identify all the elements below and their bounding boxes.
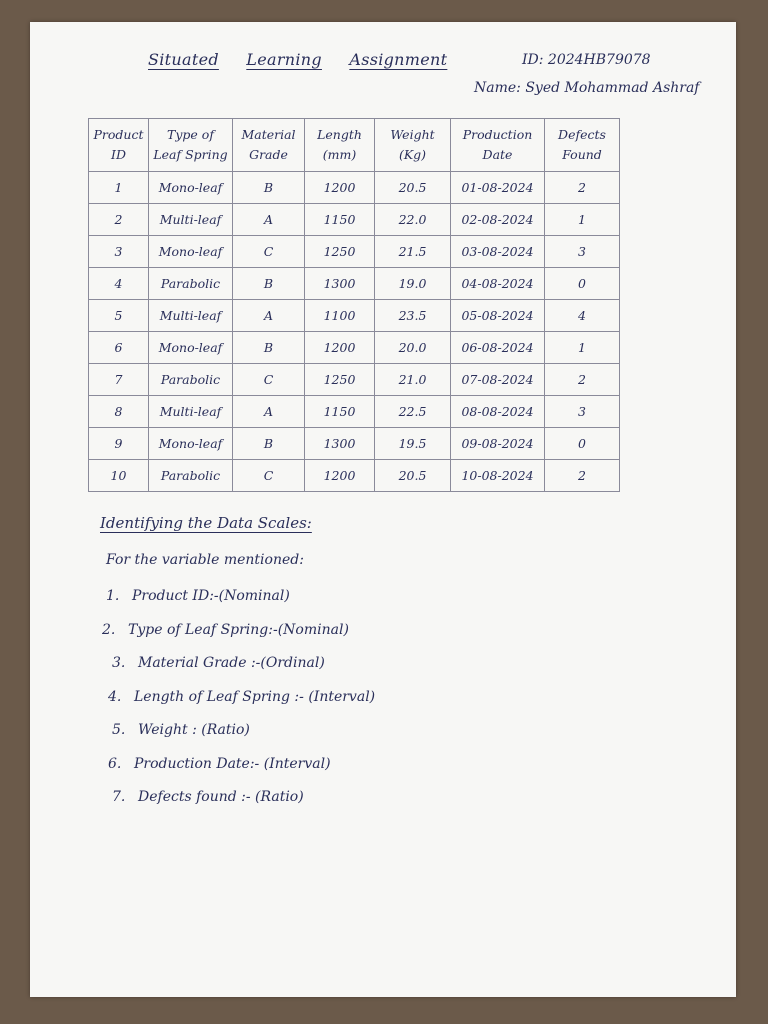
list-item-text: Production Date:- (Interval) <box>134 755 331 772</box>
table-cell: 1300 <box>305 268 375 300</box>
table-row <box>89 172 620 204</box>
table-cell: 09-08-2024 <box>451 428 545 460</box>
table-body <box>89 172 620 492</box>
table-cell: Mono-leaf <box>149 332 233 364</box>
section-intro: For the variable mentioned: <box>106 552 304 568</box>
table-cell: 19.0 <box>375 268 451 300</box>
list-item <box>102 785 375 819</box>
table-cell: A <box>233 396 305 428</box>
table-cell: Multi-leaf <box>149 396 233 428</box>
table-cell: 1200 <box>305 460 375 492</box>
table-row <box>89 300 620 332</box>
table-cell: C <box>233 460 305 492</box>
list-item-number: 3. <box>112 655 126 671</box>
list-item-text: Defects found :- (Ratio) <box>138 789 304 805</box>
table-cell: 2 <box>545 364 620 396</box>
assignment-title <box>148 50 469 69</box>
data-scales-list <box>102 584 375 819</box>
table-cell: Mono-leaf <box>149 172 233 204</box>
list-item-number: 5. <box>112 722 126 738</box>
leaf-spring-data-table <box>88 118 620 492</box>
table-cell: 22.5 <box>375 396 451 428</box>
table-cell: 08-08-2024 <box>451 396 545 428</box>
table-row <box>89 428 620 460</box>
student-name: Name: Syed Mohammad Ashraf <box>474 80 700 96</box>
student-id: ID: 2024HB79078 <box>522 52 651 68</box>
table-cell: B <box>233 268 305 300</box>
table-cell: 19.5 <box>375 428 451 460</box>
table-cell: 2 <box>545 172 620 204</box>
list-item-number: 1. <box>106 588 120 604</box>
table-cell: Multi-leaf <box>149 204 233 236</box>
table-cell: Mono-leaf <box>149 236 233 268</box>
table-row <box>89 268 620 300</box>
table-cell: 21.5 <box>375 236 451 268</box>
table-cell: 06-08-2024 <box>451 332 545 364</box>
table-row <box>89 204 620 236</box>
table-cell: 9 <box>89 428 149 460</box>
list-item-text: Length of Leaf Spring :- (Interval) <box>134 688 376 705</box>
section-heading: Identifying the Data Scales: <box>100 514 312 532</box>
list-item-text: Type of Leaf Spring:-(Nominal) <box>128 621 349 638</box>
table-cell: 1150 <box>305 204 375 236</box>
table-cell: 05-08-2024 <box>451 300 545 332</box>
table-cell: Multi-leaf <box>149 300 233 332</box>
table-row <box>89 236 620 268</box>
table-cell: 2 <box>89 204 149 236</box>
table-cell: 03-08-2024 <box>451 236 545 268</box>
table-cell: 1150 <box>305 396 375 428</box>
column-header: Weight (Kg) <box>375 119 451 172</box>
table-cell: 02-08-2024 <box>451 204 545 236</box>
table-cell: 1 <box>545 204 620 236</box>
table-cell: 4 <box>545 300 620 332</box>
table-cell: 21.0 <box>375 364 451 396</box>
list-item <box>102 584 375 618</box>
list-item <box>102 752 375 786</box>
table-cell: 5 <box>89 300 149 332</box>
table-row <box>89 396 620 428</box>
title-word: Situated <box>148 50 219 69</box>
list-item-number: 2. <box>102 621 116 638</box>
table-cell: 1 <box>89 172 149 204</box>
table-cell: 3 <box>545 236 620 268</box>
notebook-page <box>30 22 736 997</box>
table-cell: B <box>233 172 305 204</box>
table-row <box>89 460 620 492</box>
list-item <box>102 685 375 719</box>
list-item-number: 4. <box>108 688 122 705</box>
table-cell: 10 <box>89 460 149 492</box>
title-word: Learning <box>246 50 322 69</box>
table-cell: 1250 <box>305 236 375 268</box>
table-cell: 1300 <box>305 428 375 460</box>
table-cell: 3 <box>545 396 620 428</box>
table-cell: 22.0 <box>375 204 451 236</box>
table-cell: 10-08-2024 <box>451 460 545 492</box>
table-cell: 3 <box>89 236 149 268</box>
table-cell: 1200 <box>305 332 375 364</box>
column-header: Product ID <box>89 119 149 172</box>
column-header: Material Grade <box>233 119 305 172</box>
table-cell: 8 <box>89 396 149 428</box>
list-item-number: 7. <box>112 789 126 805</box>
table-cell: C <box>233 236 305 268</box>
table-cell: C <box>233 364 305 396</box>
table-cell: 01-08-2024 <box>451 172 545 204</box>
table-cell: 20.5 <box>375 460 451 492</box>
table-cell: B <box>233 332 305 364</box>
table-cell: 0 <box>545 268 620 300</box>
list-item <box>102 618 375 652</box>
column-header: Defects Found <box>545 119 620 172</box>
table-cell: 23.5 <box>375 300 451 332</box>
table-cell: Parabolic <box>149 268 233 300</box>
table-cell: 1 <box>545 332 620 364</box>
list-item-text: Weight : (Ratio) <box>138 722 250 738</box>
table-cell: 4 <box>89 268 149 300</box>
table-header-row <box>89 119 620 172</box>
table-cell: B <box>233 428 305 460</box>
table-cell: 2 <box>545 460 620 492</box>
table-cell: 1250 <box>305 364 375 396</box>
title-word: Assignment <box>349 50 448 69</box>
list-item <box>102 651 375 685</box>
table-cell: 1200 <box>305 172 375 204</box>
table-cell: 20.0 <box>375 332 451 364</box>
table-cell: A <box>233 300 305 332</box>
table-cell: 7 <box>89 364 149 396</box>
table-row <box>89 332 620 364</box>
column-header: Type of Leaf Spring <box>149 119 233 172</box>
list-item-text: Product ID:-(Nominal) <box>132 588 290 604</box>
table-cell: 20.5 <box>375 172 451 204</box>
table-cell: Mono-leaf <box>149 428 233 460</box>
list-item-number: 6. <box>108 755 122 772</box>
table-row <box>89 364 620 396</box>
list-item-text: Material Grade :-(Ordinal) <box>138 655 325 671</box>
table-cell: 07-08-2024 <box>451 364 545 396</box>
table-cell: 0 <box>545 428 620 460</box>
column-header: Production Date <box>451 119 545 172</box>
table-cell: 04-08-2024 <box>451 268 545 300</box>
column-header: Length (mm) <box>305 119 375 172</box>
table-cell: 1100 <box>305 300 375 332</box>
table-cell: 6 <box>89 332 149 364</box>
table-cell: Parabolic <box>149 364 233 396</box>
table-cell: A <box>233 204 305 236</box>
table-cell: Parabolic <box>149 460 233 492</box>
list-item <box>102 718 375 752</box>
